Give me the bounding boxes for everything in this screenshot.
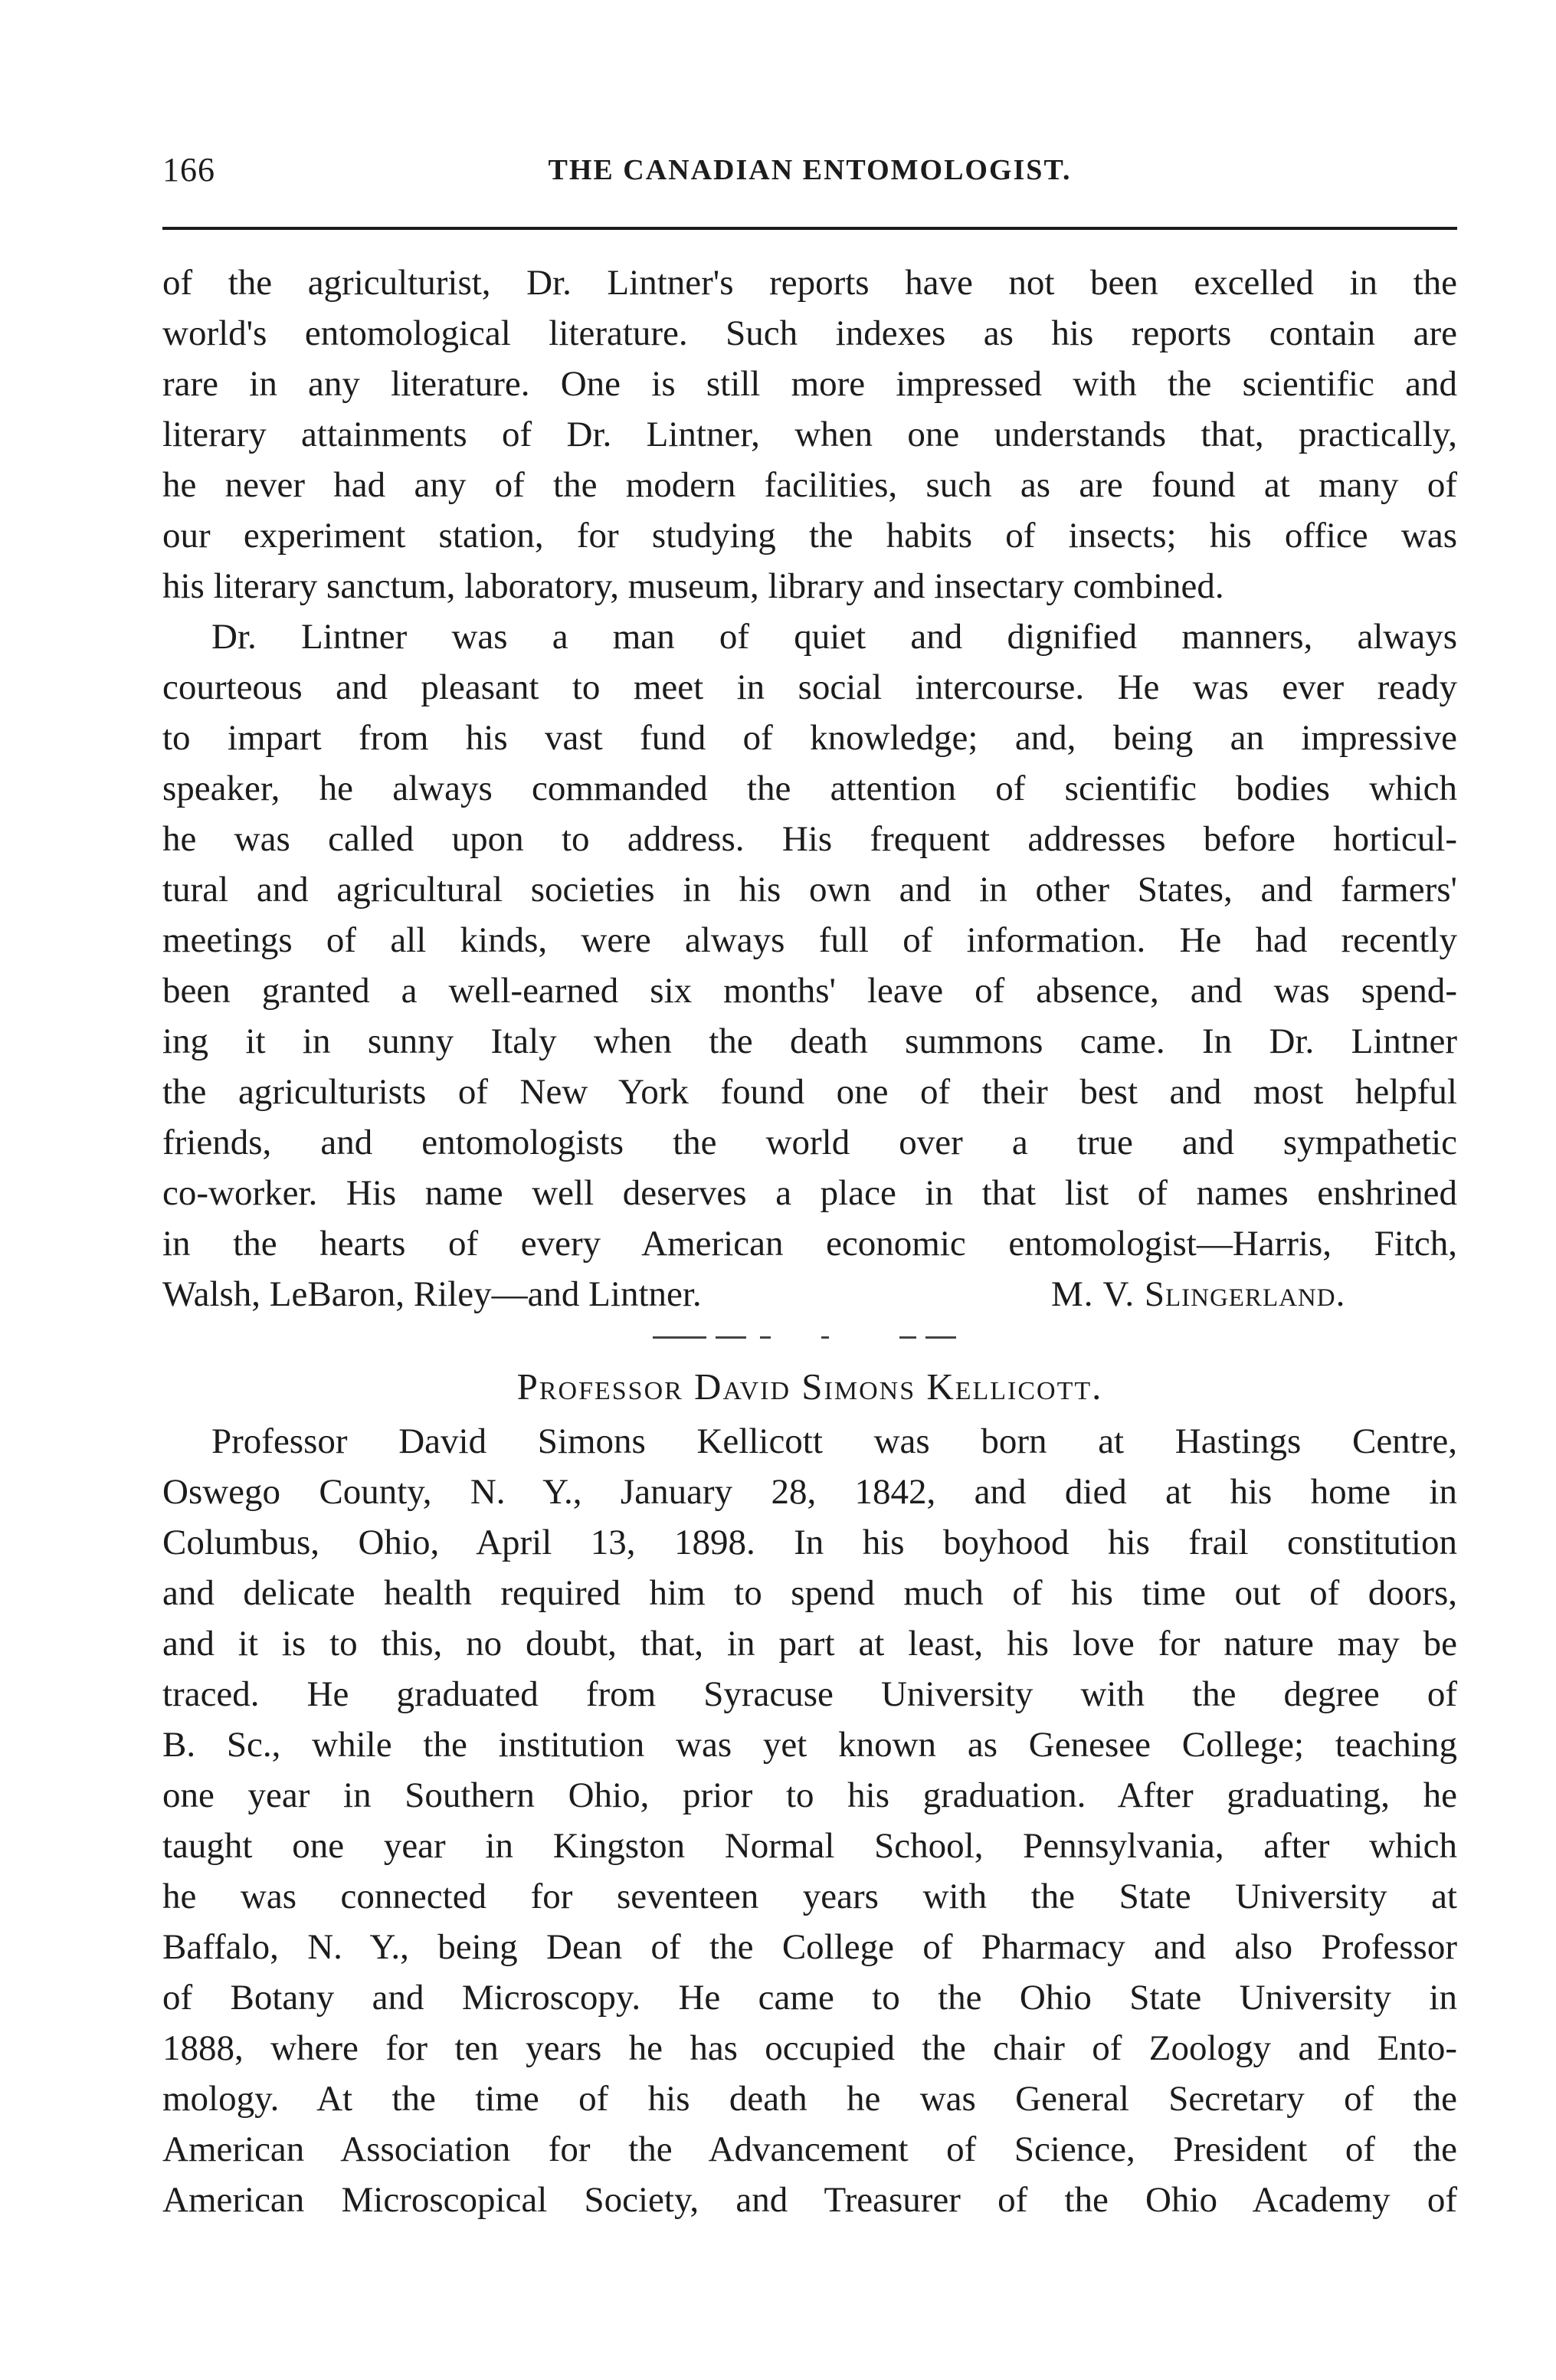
text-line: meetings of all kinds, were always full of information. He had recently bbox=[162, 920, 1457, 960]
divider-dash bbox=[899, 1336, 916, 1339]
text-line: world's entomological literature. Such indexes as his reports contain are bbox=[162, 313, 1457, 353]
text-line: co-worker. His name well deserves a place in that list of names enshrined bbox=[162, 1173, 1457, 1213]
text-line: B. Sc., while the institution was yet known as Genesee College; teaching bbox=[162, 1725, 1457, 1765]
text-line: Dr. Lintner was a man of quiet and dignified manners, always bbox=[211, 617, 1457, 657]
section-heading: Professor David Simons Kellicott. bbox=[516, 1365, 1103, 1408]
text-line: American Microscopical Society, and Treasurer of the Ohio Academy of bbox=[162, 2180, 1457, 2220]
signature-line bbox=[162, 1269, 1457, 1319]
section-divider bbox=[162, 1319, 1457, 1358]
divider-dash bbox=[925, 1336, 956, 1339]
text-line: our experiment station, for studying the habits of insects; his office was bbox=[162, 516, 1457, 556]
text-line: he never had any of the modern facilities, such as are found at many of bbox=[162, 465, 1457, 505]
text-line: he was connected for seventeen years with the State University at bbox=[162, 1877, 1457, 1916]
text-line: tural and agricultural societies in his own and in other States, and farmers' bbox=[162, 870, 1457, 910]
text-line: his literary sanctum, laboratory, museum, library and insectary combined. bbox=[162, 566, 1224, 606]
text-line: of Botany and Microscopy. He came to the Ohio State University in bbox=[162, 1978, 1457, 2018]
running-title: THE CANADIAN ENTOMOLOGIST. bbox=[548, 154, 1072, 186]
text-line: rare in any literature. One is still more impressed with the scientific and bbox=[162, 364, 1457, 404]
lintner-obituary-paragraph bbox=[162, 257, 1457, 1319]
text-line: been granted a well-earned six months' leave of absence, and was spend- bbox=[162, 971, 1457, 1011]
text-line: of the agriculturist, Dr. Lintner's reports have not been excelled in the bbox=[162, 263, 1457, 303]
author-signature: M. V. Slingerland. bbox=[1051, 1274, 1346, 1314]
text-line: Professor David Simons Kellicott was born at Hastings Centre, bbox=[211, 1421, 1457, 1461]
page-number: 166 bbox=[162, 151, 215, 188]
text-line: and it is to this, no doubt, that, in part at least, his love for nature may be bbox=[162, 1624, 1457, 1664]
text-line: speaker, he always commanded the attention of scientific bodies which bbox=[162, 769, 1457, 808]
text-line: 1888, where for ten years he has occupied the chair of Zoology and Ento- bbox=[162, 2028, 1457, 2068]
divider-dash bbox=[821, 1336, 829, 1339]
text-line: Baffalo, N. Y., being Dean of the College of Pharmacy and also Professor bbox=[162, 1927, 1457, 1967]
text-line: and delicate health required him to spend much of his time out of doors, bbox=[162, 1573, 1457, 1613]
divider-dash bbox=[760, 1336, 771, 1339]
kellicott-obituary-paragraph bbox=[162, 1416, 1457, 2225]
text-line: traced. He graduated from Syracuse University with the degree of bbox=[162, 1674, 1457, 1714]
text-line: the agriculturists of New York found one of their best and most helpful bbox=[162, 1072, 1457, 1112]
header-rule bbox=[162, 227, 1457, 230]
text-line: courteous and pleasant to meet in social intercourse. He was ever ready bbox=[162, 667, 1457, 707]
text-line: one year in Southern Ohio, prior to his graduation. After graduating, he bbox=[162, 1775, 1457, 1815]
text-line: he was called upon to address. His frequent addresses before horticul- bbox=[162, 819, 1457, 859]
text-line: Oswego County, N. Y., January 28, 1842, and died at his home in bbox=[162, 1472, 1457, 1512]
text-line: American Association for the Advancement of Science, President of the bbox=[162, 2129, 1457, 2169]
text-line: to impart from his vast fund of knowledge; and, being an impressive bbox=[162, 718, 1457, 758]
text-line: mology. At the time of his death he was General Secretary of the bbox=[162, 2079, 1457, 2119]
text-line: friends, and entomologists the world over a true and sympathetic bbox=[162, 1123, 1457, 1162]
text-line: in the hearts of every American economic entomologist—Harris, Fitch, bbox=[162, 1224, 1457, 1264]
text-line: taught one year in Kingston Normal School, Pennsylvania, after which bbox=[162, 1826, 1457, 1866]
divider-dash bbox=[653, 1336, 706, 1339]
body-text bbox=[162, 257, 1457, 2225]
closing-text: Walsh, LeBaron, Riley—and Lintner. bbox=[162, 1274, 702, 1314]
text-line: ing it in sunny Italy when the death summons came. In Dr. Lintner bbox=[162, 1021, 1457, 1061]
text-line: literary attainments of Dr. Lintner, when one understands that, practically, bbox=[162, 415, 1457, 454]
divider-dash bbox=[716, 1336, 746, 1339]
page-header bbox=[162, 150, 1457, 196]
text-line: Columbus, Ohio, April 13, 1898. In his boyhood his frail constitution bbox=[162, 1523, 1457, 1562]
